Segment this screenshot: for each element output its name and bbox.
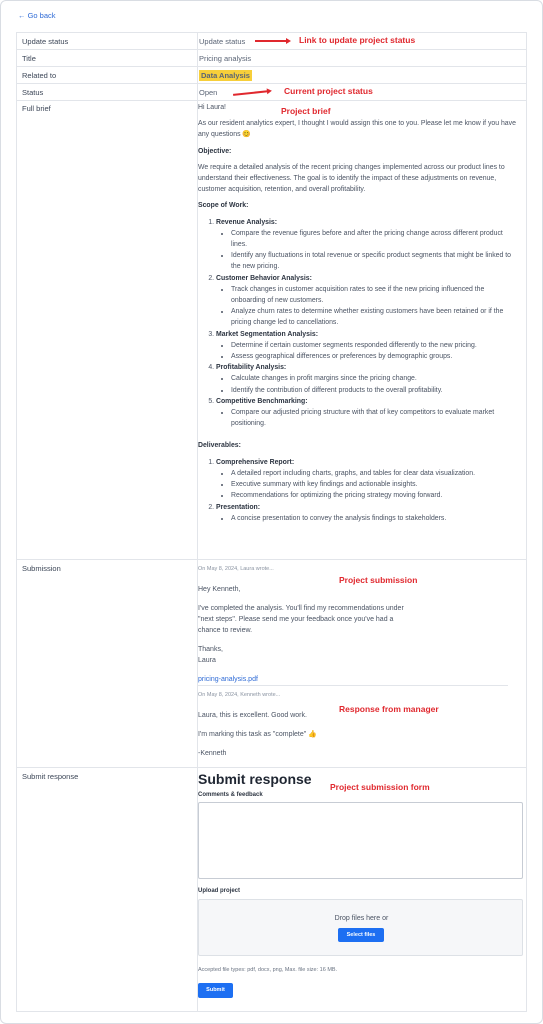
comments-label: Comments & feedback	[198, 792, 263, 798]
deliverable-title: Comprehensive Report:	[216, 458, 295, 466]
list-item: • Recommendations for optimizing the pricing strategy moving forward.	[231, 490, 518, 501]
annotation-update-status: Link to update project status	[299, 35, 416, 45]
full-brief-label: Full brief	[22, 104, 51, 113]
related-to-label: Related to	[22, 71, 57, 80]
upload-label: Upload project	[198, 888, 241, 894]
response-line1: Laura, this is excellent. Good work.	[198, 712, 307, 719]
deliverables-heading: Deliverables:	[198, 442, 241, 450]
objective-text: We require a detailed analysis of the recent pricing changes implemented across our product lines to understand their effectiveness. The goal is to identify the impact of these adjustments on revenue, customer acquisition, retention, and overall profitability.	[198, 163, 505, 194]
response-line2: I'm marking this task as "complete" 👍	[198, 731, 317, 738]
file-drop-zone[interactable]	[198, 899, 523, 956]
message-divider	[198, 685, 508, 686]
scope-item-title: Competitive Benchmarking:	[216, 397, 308, 405]
scope-item-title: Market Segmentation Analysis:	[216, 330, 318, 338]
deliverable-title: Presentation:	[216, 503, 261, 511]
deliverables-list	[216, 457, 518, 524]
list-item: • Executive summary with key findings and actionable insights.	[231, 479, 518, 490]
list-item: • Calculate changes in profit margins since the pricing change.	[231, 373, 518, 384]
scope-item-title: Profitability Analysis:	[216, 364, 287, 372]
scope-heading: Scope of Work:	[198, 202, 249, 210]
brief-greeting: Hi Laura!	[198, 104, 226, 111]
response-message	[198, 690, 418, 759]
scope-list	[216, 217, 518, 430]
project-brief	[198, 102, 518, 524]
select-files-button[interactable]: Select files	[338, 928, 384, 942]
title-value: Pricing analysis	[199, 54, 252, 63]
go-back-link[interactable]: ← Go back	[18, 11, 56, 20]
scope-item-title: Revenue Analysis:	[216, 218, 278, 226]
submission-body: I've completed the analysis. You'll find my recommendations under "next steps". Please send me your feedback once you've had a chance to review.	[198, 605, 404, 634]
response-name: -Kenneth	[198, 750, 227, 757]
brief-intro: As our resident analytics expert, I thought I would assign this one to you. Please let me know if you have any questions 😊	[198, 120, 516, 139]
list-item: • Track changes in customer acquisition rates to see if the new pricing influenced the onboarding of new customers.	[231, 284, 518, 306]
list-item: • A detailed report including charts, graphs, and tables for clear data visualization.	[231, 468, 518, 479]
form-title: Submit response	[198, 771, 312, 787]
submit-button[interactable]: Submit	[198, 983, 233, 998]
related-tag: Data Analysis	[201, 71, 250, 80]
status-value: Open	[199, 88, 218, 97]
response-meta: On May 8, 2024, Kenneth wrote...	[198, 692, 281, 698]
list-item: • Determine if certain customer segments responded differently to the new pricing.	[231, 340, 518, 351]
objective-heading: Objective:	[198, 147, 232, 155]
drop-text: Drop files here or	[334, 915, 389, 922]
comments-textarea[interactable]	[198, 802, 523, 879]
submission-name: Laura	[198, 657, 216, 664]
pricing-analysis-file-link[interactable]: pricing-analysis.pdf	[198, 676, 258, 683]
status-label: Status	[22, 88, 44, 97]
submission-greeting: Hey Kenneth,	[198, 586, 241, 593]
submission-label: Submission	[22, 564, 61, 573]
annotation-response: Response from manager	[339, 704, 439, 714]
submit-response-label: Submit response	[22, 772, 79, 781]
annotation-status: Current project status	[284, 86, 373, 96]
submission-meta: On May 8, 2024, Laura wrote...	[198, 566, 274, 572]
accepted-file-types: Accepted file types: pdf, docx, png, Max. file size: 16 MB.	[198, 967, 338, 973]
scope-item-title: Customer Behavior Analysis:	[216, 274, 312, 282]
row-related-to	[17, 67, 526, 84]
list-item: • A concise presentation to convey the analysis findings to stakeholders.	[231, 513, 518, 524]
annotation-form: Project submission form	[330, 782, 430, 792]
list-item: • Assess geographical differences or preferences by demographic groups.	[231, 351, 518, 362]
list-item: • Analyze churn rates to determine whether existing customers have been retained or if the pricing change led to cancellations.	[231, 306, 518, 328]
update-status-label: Update status	[22, 37, 69, 46]
list-item: • Identify any fluctuations in total revenue or specific product segments that might be linked to the new pricing.	[231, 250, 518, 272]
row-title	[17, 50, 526, 67]
title-label: Title	[22, 54, 36, 63]
submission-signoff: Thanks,	[198, 646, 223, 653]
annotation-arrow	[255, 40, 288, 42]
list-item: • Identify the contribution of different products to the overall profitability.	[231, 385, 518, 396]
annotation-submission: Project submission	[339, 575, 418, 585]
update-status-link[interactable]: Update status	[199, 37, 246, 46]
list-item: • Compare our adjusted pricing structure with that of key competitors to evaluate market positioning.	[231, 407, 518, 429]
annotation-brief: Project brief	[281, 106, 331, 116]
list-item: • Compare the revenue figures before and after the pricing change across different product lines.	[231, 228, 518, 250]
